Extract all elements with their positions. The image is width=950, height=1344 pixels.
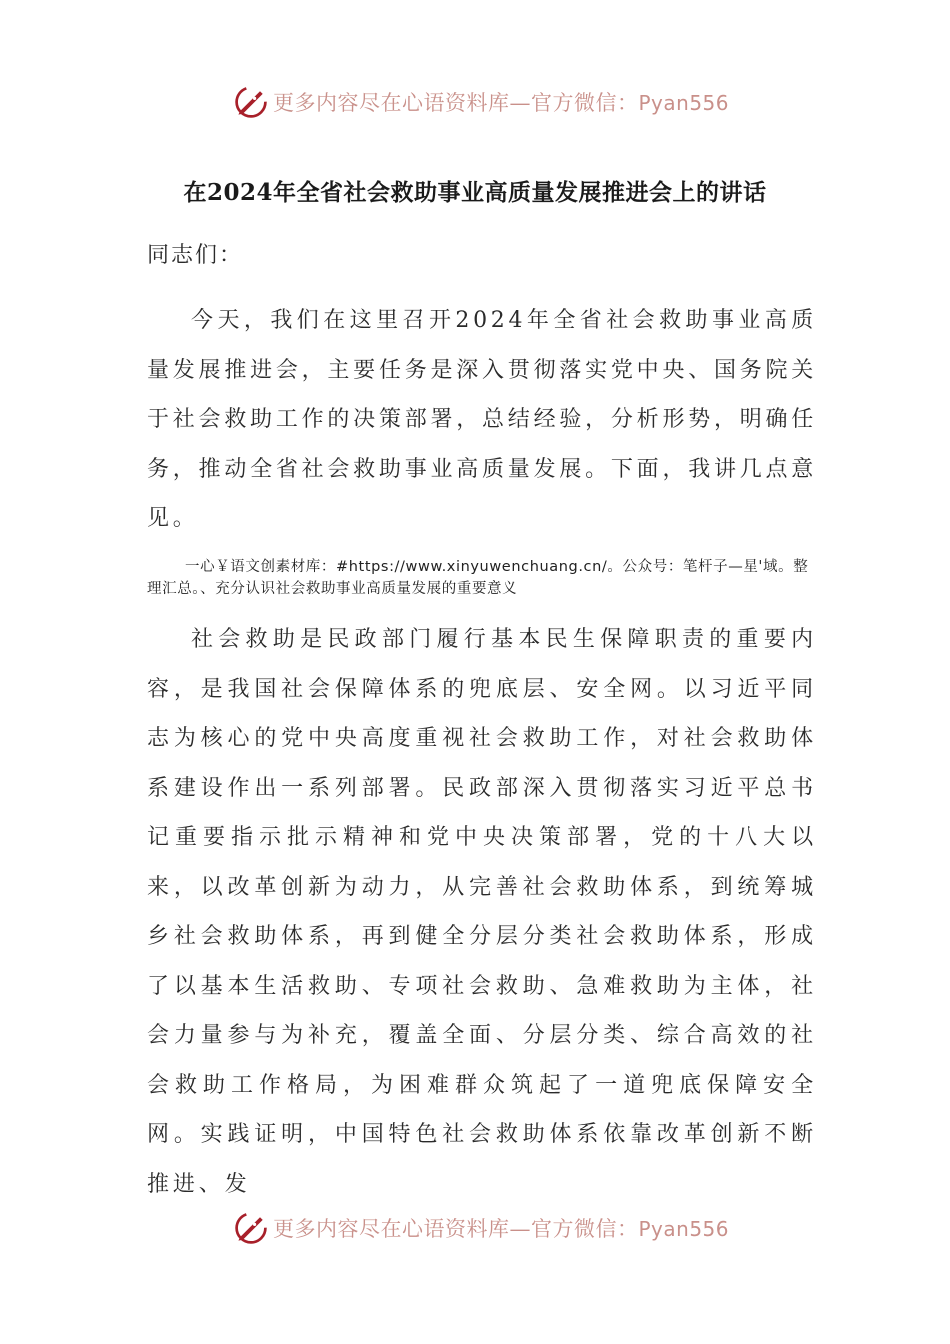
pen-nib-logo-icon (233, 84, 269, 120)
source-note (147, 556, 817, 600)
header-banner-wechat-id: Pyan556 (638, 91, 729, 115)
header-banner-content (233, 84, 729, 120)
header-banner-text (273, 87, 729, 117)
footer-banner (0, 1206, 950, 1250)
footer-banner-cn: 更多内容尽在心语资料库—官方微信： (272, 1217, 639, 1241)
pen-nib-logo-icon (233, 1210, 269, 1246)
footer-banner-wechat-id: Pyan556 (638, 1217, 729, 1241)
footer-banner-text (273, 1213, 729, 1243)
salutation: 同志们： (147, 243, 244, 268)
paragraph-2: 社会救助是民政部门履行基本民生保障职责的重要内容，是我国社会保障体系的兜底层、安全网。以习近平同志为核心的党中央高度重视社会救助工作，对社会救助体系建设作出一系列部署。民政部深入贯彻落实习近平总书记重要指示批示精神和党中央决策部署，党的十八大以来，以改革创新为动力，从完善社会救助体系，到统筹城乡社会救助体系，再到健全分层分类社会救助体系，形成了以基本生活救助、专项社会救助、急难救助为主体，社会力量参与为补充，覆盖全面、分层分类、综合高效的社会救助工作格局，为困难群众筑起了一道兜底保障安全网。实践证明，中国特色社会救助体系依靠改革创新不断推进、发 (147, 627, 817, 1197)
header-banner (0, 80, 950, 124)
note-url: #https://www.xinyuwenchuang.cn/ (336, 559, 608, 575)
note-prefix: 一心￥语文创素材库： (185, 559, 336, 575)
footer-banner-content (233, 1210, 729, 1246)
header-banner-cn: 更多内容尽在心语资料库—官方微信： (272, 91, 639, 115)
paragraph-1: 今天，我们在这里召开2024年全省社会救助事业高质量发展推进会，主要任务是深入贯彻落实党中央、国务院关于社会救助工作的决策部署，总结经验，分析形势，明确任务，推动全省社会救助事业高质量发展。下面，我讲几点意见。 (147, 308, 817, 531)
document-title: 在2024年全省社会救助事业高质量发展推进会上的讲话 (183, 179, 767, 206)
note-suffix: 。公众号：笔杆子—星'域。整理汇总。、充分认识社会救助事业高质量发展的重要意义 (147, 559, 809, 597)
